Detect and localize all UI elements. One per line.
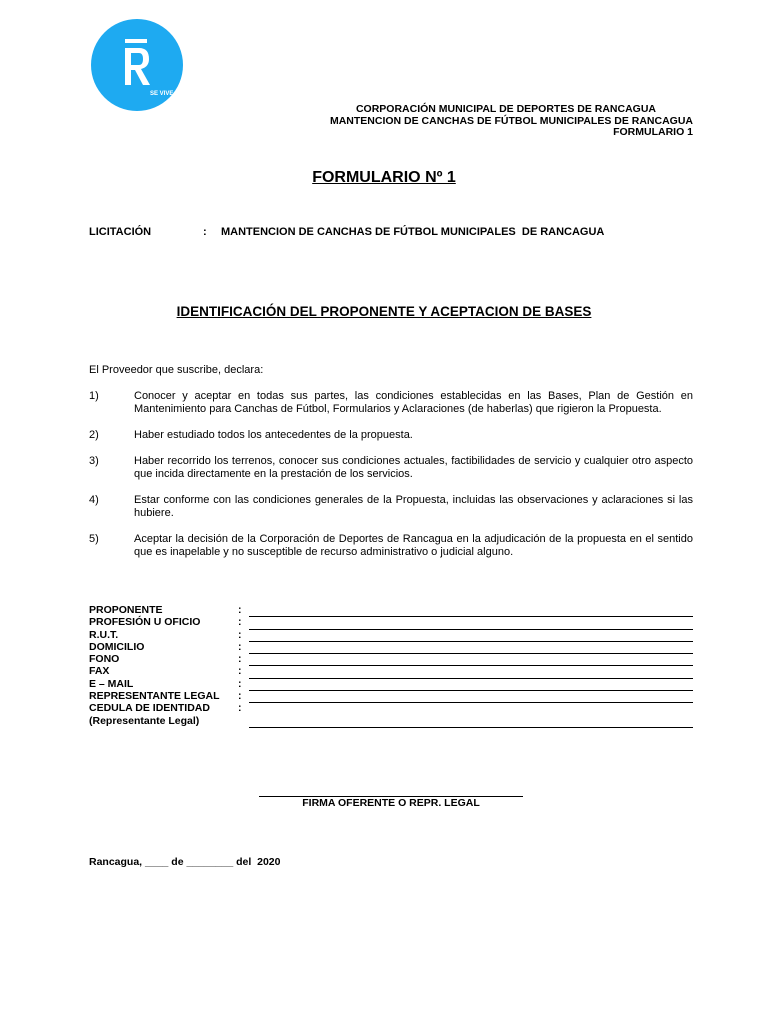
field-colon: :	[238, 677, 242, 690]
declaration-item	[89, 429, 693, 442]
field-input-line[interactable]	[249, 727, 693, 728]
logo	[91, 19, 183, 111]
rancagua-logo-icon	[91, 19, 183, 111]
field-label: E – MAIL	[89, 677, 134, 690]
item-text: Aceptar la decisión de la Corporación de Deportes de Rancagua en la adjudicación de la propuesta en el sentido que es inapelable y no susceptible de recurso administrativo o judicial alguno.	[134, 533, 693, 558]
document-header	[330, 104, 693, 139]
form-title: FORMULARIO Nº 1	[312, 169, 456, 186]
item-number: 5)	[89, 533, 99, 545]
field-label: REPRESENTANTE LEGAL	[89, 690, 220, 703]
field-label: R.U.T.	[89, 628, 119, 641]
place-date: Rancagua, ____ de ________ del 2020	[89, 856, 281, 868]
logo-tagline: SE VIVE	[150, 91, 174, 97]
field-colon: :	[238, 628, 242, 641]
field-row-proponente	[89, 604, 693, 616]
field-colon: :	[238, 604, 242, 616]
field-row-fax	[89, 665, 693, 677]
item-text: Haber recorrido los terrenos, conocer sus condiciones actuales, factibilidades de servicio y cualquier otro aspecto que incida directamente en la prestación de los servicios.	[134, 455, 693, 480]
declaration-item	[89, 494, 693, 520]
intro-text: El Proveedor que suscribe, declara:	[89, 364, 264, 376]
item-number: 2)	[89, 429, 99, 441]
signature-label: FIRMA OFERENTE O REPR. LEGAL	[302, 797, 480, 809]
field-label: FONO	[89, 653, 120, 666]
declaration-list	[89, 390, 693, 572]
field-row-rut	[89, 629, 693, 641]
item-text: Estar conforme con las condiciones generales de la Propuesta, incluidas las observaciones y aclaraciones si las hubiere.	[134, 494, 693, 519]
field-label: CEDULA DE IDENTIDAD	[89, 702, 210, 715]
header-line-3: FORMULARIO 1	[613, 126, 693, 138]
field-row-cedula	[89, 702, 693, 714]
field-row-fono	[89, 653, 693, 665]
field-colon: :	[238, 653, 242, 666]
field-colon: :	[238, 665, 242, 678]
header-line-2: MANTENCION DE CANCHAS DE FÚTBOL MUNICIPALES DE RANCAGUA	[329, 114, 693, 127]
item-number: 3)	[89, 455, 99, 467]
item-text: Haber estudiado todos los antecedentes de la propuesta.	[134, 429, 413, 441]
field-label: PROFESIÓN U OFICIO	[89, 616, 201, 629]
field-row-representante	[89, 690, 693, 702]
field-colon: :	[238, 640, 242, 653]
proponent-fields	[89, 604, 693, 715]
declaration-item	[89, 390, 693, 416]
field-colon: :	[238, 702, 242, 715]
licitacion-label: LICITACIÓN	[89, 226, 152, 238]
declaration-item	[89, 533, 693, 559]
field-row-profesion	[89, 616, 693, 628]
item-text: Conocer y aceptar en todas sus partes, las condiciones establecidas en las Bases, Plan de Gestión en Mantenimiento para Canchas de Fútbol, Formularios y Aclaraciones (de haberlas) que rigieron la Propuesta.	[134, 390, 693, 415]
licitacion-colon: :	[203, 226, 207, 238]
declaration-item	[89, 455, 693, 481]
item-number: 4)	[89, 494, 99, 506]
header-line-1: CORPORACIÓN MUNICIPAL DE DEPORTES DE RANCAGUA	[355, 103, 656, 115]
field-row-email	[89, 678, 693, 690]
field-label: DOMICILIO	[89, 640, 145, 653]
licitacion-value: MANTENCION DE CANCHAS DE FÚTBOL MUNICIPALES DE RANCAGUA	[221, 226, 605, 238]
field-colon: :	[238, 690, 242, 703]
field-colon: :	[238, 616, 242, 629]
field-label: FAX	[89, 665, 110, 678]
section-subtitle: IDENTIFICACIÓN DEL PROPONENTE Y ACEPTACION DE BASES	[176, 304, 592, 319]
representante-note: (Representante Legal)	[89, 715, 200, 727]
item-number: 1)	[89, 390, 99, 402]
field-label: PROPONENTE	[89, 604, 163, 616]
field-row-domicilio	[89, 641, 693, 653]
